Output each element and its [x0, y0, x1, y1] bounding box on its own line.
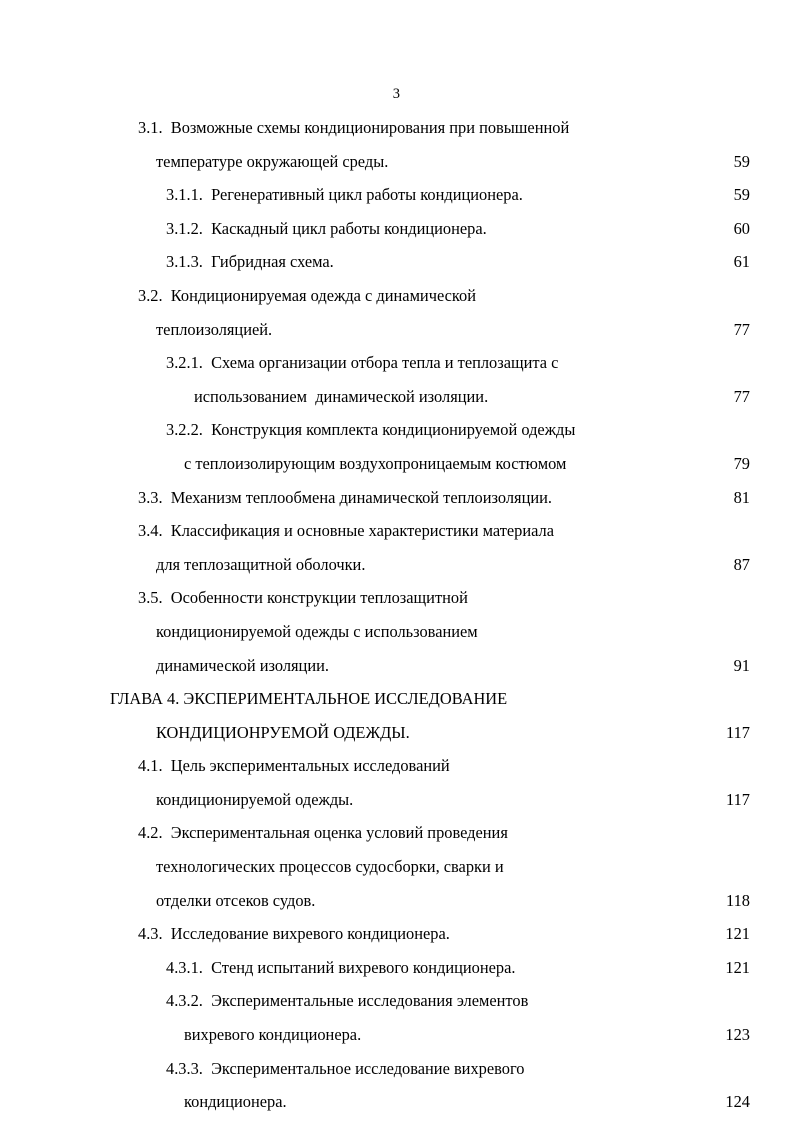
toc-entry-title: кондиционера. — [184, 1092, 287, 1112]
toc-entry[interactable] — [110, 650, 750, 683]
toc-entry-title: 4.2. Экспериментальная оценка условий проведения — [138, 823, 508, 843]
toc-entry[interactable] — [110, 482, 750, 515]
toc-entry[interactable] — [110, 1086, 750, 1119]
toc-entry-page: 59 — [733, 185, 750, 205]
toc-entry-title: 4.1. Цель экспериментальных исследований — [138, 756, 450, 776]
toc-entry[interactable] — [110, 985, 750, 1018]
toc-entry-title: с теплоизолирующим воздухопроницаемым костюмом — [184, 453, 567, 473]
toc-entry[interactable] — [110, 179, 750, 212]
toc-entry-page: 87 — [733, 554, 750, 574]
toc-entry-title: динамической изоляции. — [156, 655, 329, 675]
table-of-contents — [110, 112, 750, 1120]
toc-entry[interactable] — [110, 784, 750, 817]
toc-entry-title: 3.5. Особенности конструкции теплозащитной — [138, 588, 468, 608]
toc-entry[interactable] — [110, 213, 750, 246]
toc-entry-title: 3.2.2. Конструкция комплекта кондиционируемой одежды — [166, 420, 576, 440]
toc-entry-page: 79 — [733, 453, 750, 473]
toc-entry-title: 3.3. Механизм теплообмена динамической теплоизоляции. — [138, 487, 552, 507]
toc-entry-title: КОНДИЦИОНРУЕМОЙ ОДЕЖДЫ. — [156, 722, 410, 742]
toc-entry[interactable] — [110, 112, 750, 145]
page-number: 3 — [392, 86, 401, 102]
toc-entry-page: 118 — [726, 890, 750, 910]
toc-entry-title: 4.3.2. Экспериментальные исследования элементов — [166, 991, 529, 1011]
toc-entry-page: 77 — [733, 319, 750, 339]
toc-entry-title: для теплозащитной оболочки. — [156, 554, 366, 574]
toc-entry-title: вихревого кондиционера. — [184, 1025, 362, 1045]
toc-entry[interactable] — [110, 817, 750, 850]
toc-entry[interactable] — [110, 1019, 750, 1052]
toc-entry[interactable] — [110, 851, 750, 884]
toc-entry-title: технологических процессов судосборки, сварки и — [156, 857, 504, 877]
toc-entry-title: ГЛАВА 4. ЭКСПЕРИМЕНТАЛЬНОЕ ИССЛЕДОВАНИЕ — [110, 689, 508, 709]
toc-entry-title: 3.1.1. Регенеративный цикл работы кондиционера. — [166, 185, 523, 205]
toc-entry-page: 117 — [726, 789, 750, 809]
toc-entry-title: 3.1.3. Гибридная схема. — [166, 252, 334, 272]
toc-entry[interactable] — [110, 515, 750, 548]
toc-entry-page: 124 — [725, 1092, 750, 1112]
toc-entry[interactable] — [110, 616, 750, 649]
toc-entry[interactable] — [110, 885, 750, 918]
toc-entry-title: использованием динамической изоляции. — [194, 386, 489, 406]
toc-entry-page: 121 — [725, 924, 750, 944]
toc-entry[interactable] — [110, 683, 750, 716]
toc-entry[interactable] — [110, 146, 750, 179]
toc-entry[interactable] — [110, 918, 750, 951]
toc-entry[interactable] — [110, 1053, 750, 1086]
toc-entry[interactable] — [110, 549, 750, 582]
toc-entry-page: 61 — [733, 252, 750, 272]
toc-entry-title: 3.4. Классификация и основные характеристики материала — [138, 521, 554, 541]
toc-entry[interactable] — [110, 347, 750, 380]
toc-entry[interactable] — [110, 582, 750, 615]
toc-entry[interactable] — [110, 381, 750, 414]
toc-entry-title: кондиционируемой одежды. — [156, 789, 354, 809]
toc-entry-title: кондиционируемой одежды с использованием — [156, 621, 478, 641]
toc-entry[interactable] — [110, 246, 750, 279]
toc-entry-title: теплоизоляцией. — [156, 319, 273, 339]
toc-entry[interactable] — [110, 280, 750, 313]
toc-entry-title: 3.1.2. Каскадный цикл работы кондиционера. — [166, 218, 487, 238]
toc-entry-page: 81 — [733, 487, 750, 507]
toc-entry-page: 117 — [726, 722, 750, 742]
toc-entry-title: 3.2. Кондиционируемая одежда с динамической — [138, 285, 477, 305]
toc-entry[interactable] — [110, 414, 750, 447]
toc-entry-title: 3.1. Возможные схемы кондиционирования при повышенной — [138, 118, 570, 137]
toc-entry-title: 3.2.1. Схема организации отбора тепла и теплозащита с — [166, 353, 559, 373]
toc-entry-page: 77 — [733, 386, 750, 406]
toc-entry-page: 59 — [733, 151, 750, 171]
toc-entry-title: 4.3.3. Экспериментальное исследование вихревого — [166, 1058, 525, 1078]
toc-entry[interactable] — [110, 314, 750, 347]
toc-entry-title: 4.3. Исследование вихревого кондиционера. — [138, 924, 450, 944]
toc-entry-page: 121 — [725, 957, 750, 977]
toc-entry-page: 60 — [733, 218, 750, 238]
toc-entry-title: отделки отсеков судов. — [156, 890, 316, 910]
toc-entry-title: температуре окружающей среды. — [156, 151, 389, 171]
toc-entry[interactable] — [110, 952, 750, 985]
toc-entry[interactable] — [110, 717, 750, 750]
toc-entry-title: 4.3.1. Стенд испытаний вихревого кондиционера. — [166, 957, 516, 977]
toc-entry-page: 91 — [733, 655, 750, 675]
toc-entry-page: 123 — [725, 1025, 750, 1045]
toc-entry[interactable] — [110, 448, 750, 481]
toc-entry[interactable] — [110, 750, 750, 783]
